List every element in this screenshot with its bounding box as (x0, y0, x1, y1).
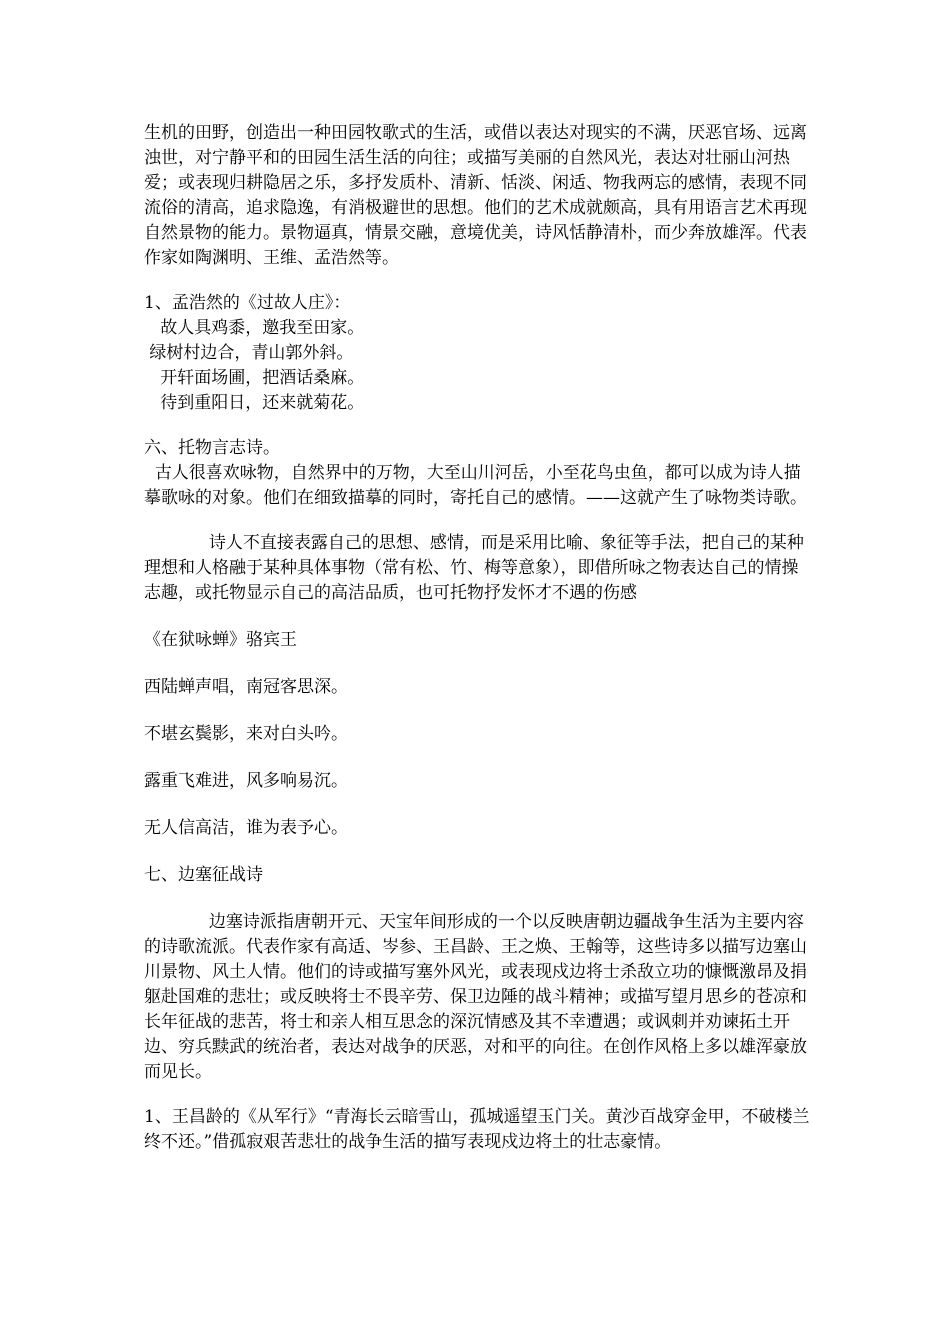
objects-poem-line: 露重飞难进，风多响易沉。 (144, 771, 348, 791)
objects-poem-line: 西陆蝉声唱，南冠客思深。 (144, 677, 348, 697)
document-page (144, 121, 812, 1155)
pastoral-poem-line: 绿树村边合，青山郭外斜。 (144, 343, 354, 363)
objects-poem-title: 《在狱咏蝉》骆宾王 (144, 630, 297, 650)
frontier-heading: 七、边塞征战诗 (144, 865, 263, 885)
pastoral-paragraph: 生机的田野，创造出一种田园牧歌式的生活，或借以表达对现实的不满，厌恶官场、远离浊世，对宁静平和的田园生活生活的向往；或描写美丽的自然风光，表达对壮丽山河热爱；或表现归耕隐居之乐，多抒发质朴、清新、恬淡、闲适、物我两忘的感情，表现不同流俗的清高，追求隐逸，有消极避世的思想。他们的艺术成就颇高，具有用语言艺术再现自然景物的能力。景物逼真，情景交融，意境优美，诗风恬静清朴，而少奔放雄浑。代表作家如陶渊明、王维、孟浩然等。 (144, 123, 807, 268)
frontier-paragraph: 边塞诗派指唐朝开元、天宝年间形成的一个以反映唐朝边疆战争生活为主要内容的诗歌流派。代表作家有高适、岑参、王昌龄、王之焕、王翰等，这些诗多以描写边塞山川景物、风土人情。他们的诗或描写塞外风光，或表现戍边将士杀敌立功的慷慨激昂及捐躯赴国难的悲壮；或反映将士不畏辛劳、保卫边陲的战斗精神；或描写望月思乡的苍凉和长年征战的悲苦，将士和亲人相互思念的深沉情感及其不幸遭遇；或讽刺并劝谏拓土开边、穷兵黩武的统治者，表达对战争的厌恶，对和平的向往。在创作风格上多以雄浑豪放而见长。 (144, 912, 807, 1082)
objects-explanation: 诗人不直接表露自己的思想、感情，而是采用比喻、象征等手法，把自己的某种理想和人格融于某种具体事物（常有松、竹、梅等意象），即借所咏之物表达自己的情操志趣，或托物显示自己的高洁品质，也可托物抒发怀才不遇的伤感 (144, 533, 804, 603)
objects-poem-line: 不堪玄鬓影，来对白头吟。 (144, 724, 348, 744)
pastoral-poem-line: 待到重阳日，还来就菊花。 (144, 393, 365, 413)
objects-poem-line: 无人信高洁，谁为表予心。 (144, 818, 348, 838)
frontier-example: 1、王昌龄的《从军行》“青海长云暗雪山，孤城遥望玉门关。黄沙百战穿金甲，不破楼兰终不还。”借孤寂艰苦悲壮的战争生活的描写表现戍边将土的壮志豪情。 (144, 1107, 810, 1152)
objects-heading: 六、托物言志诗。 (144, 438, 280, 458)
pastoral-example-title: 1、孟浩然的《过故人庄》： (144, 293, 351, 313)
objects-intro: 古人很喜欢咏物，自然界中的万物，大至山川河岳，小至花鸟虫鱼，都可以成为诗人描摹歌咏的对象。他们在细致描摹的同时，寄托自己的感情。——这就产生了咏物类诗歌。 (144, 463, 807, 508)
pastoral-poem-line: 开轩面场圃，把酒话桑麻。 (144, 368, 365, 388)
pastoral-poem-line: 故人具鸡黍，邀我至田家。 (144, 318, 365, 338)
